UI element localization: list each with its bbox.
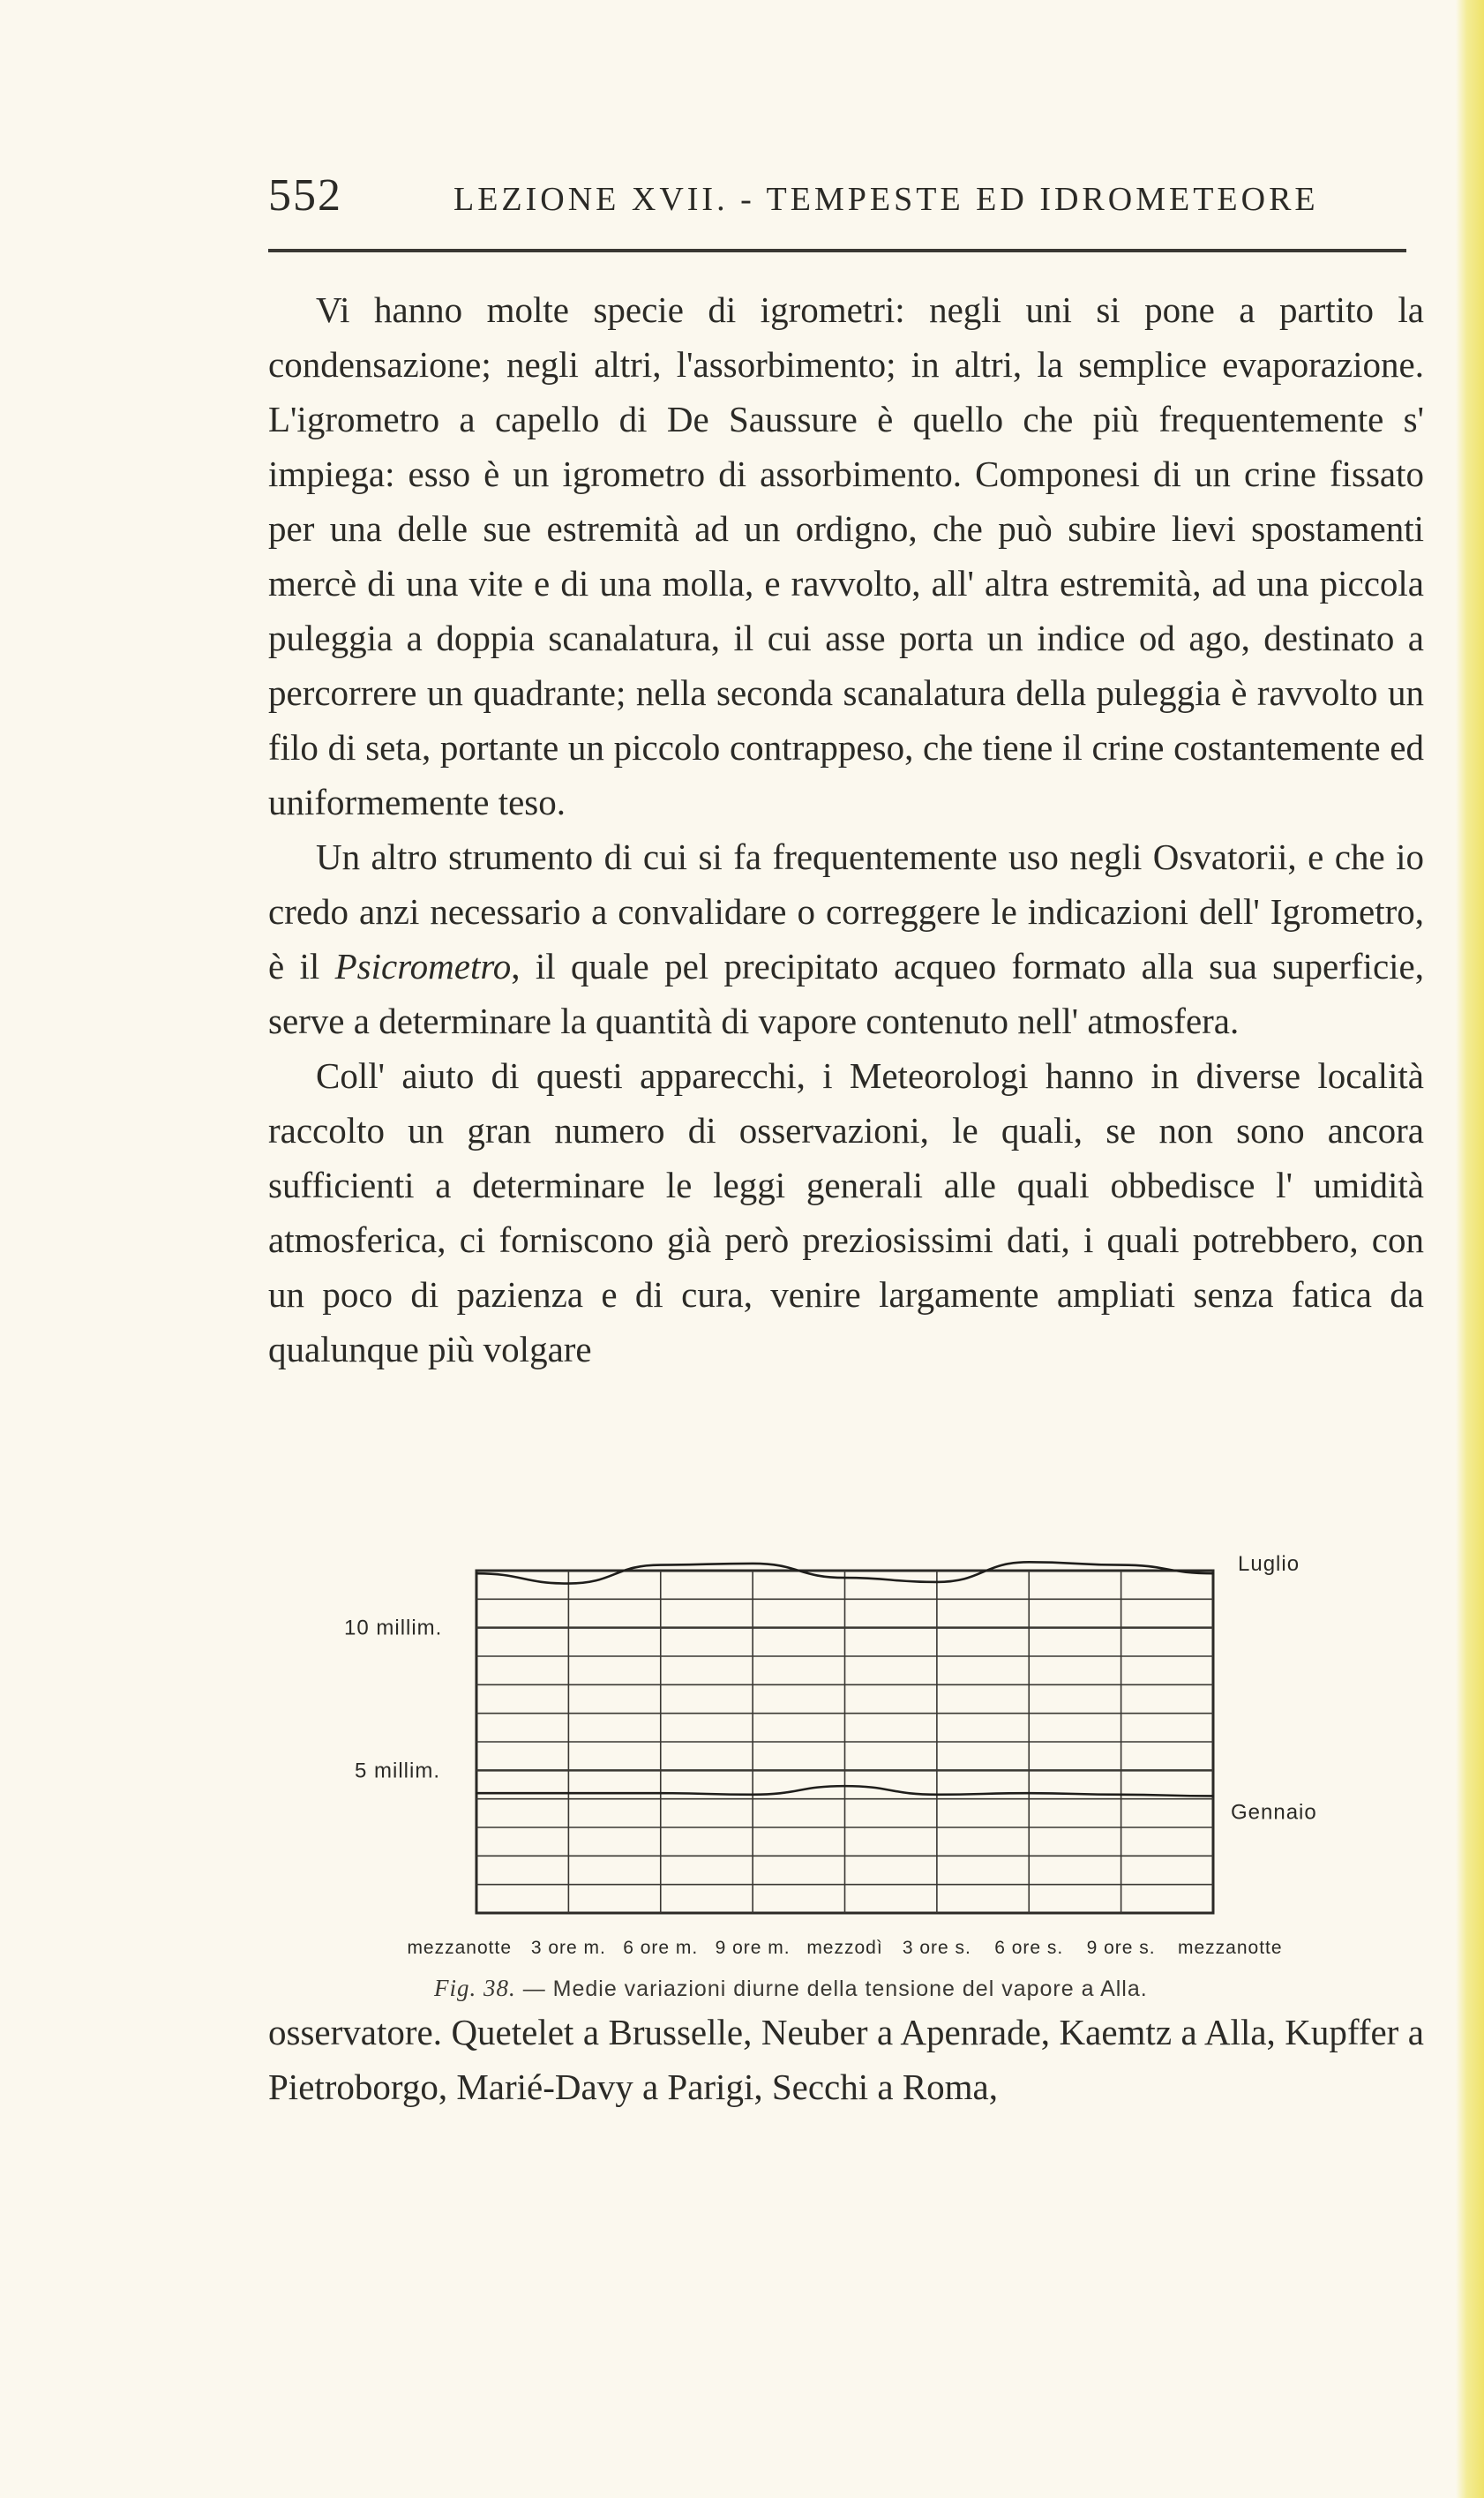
- header-rule: [268, 249, 1406, 252]
- psicrometro-term: Psicrometro: [334, 946, 512, 986]
- page-header: [268, 168, 1415, 229]
- page-edge-stain: [1456, 0, 1484, 2498]
- data-point: [752, 1794, 753, 1796]
- data-point: [1120, 1794, 1122, 1796]
- series-label-gennaio: Gennaio: [1231, 1800, 1317, 1825]
- paragraph-3: Coll' aiuto di questi apparecchi, i Meteorologi hanno in diverse località raccolto un gran numero di osservazioni, le quali, se non sono ancora sufficienti a determinare le leggi generali alle quali obbedisce l' umidità atmosferica, ci forniscono già però preziosissimi dati, i quali potrebbero, con un poco di pazienza e di cura, venire largamente ampliati senza fatica da qualunque più volgare: [268, 1055, 1424, 1369]
- x-tick-label: 6 ore m.: [623, 1938, 699, 1958]
- paragraph-2-end: , il quale pel precipitato acqueo formato alla sua superficie, serve a determinare la quantità di vapore contenuto nell' atmosfera.: [268, 946, 1424, 1041]
- x-tick-label: mezzanotte: [1178, 1938, 1283, 1958]
- data-point: [752, 1563, 753, 1564]
- data-point: [1120, 1564, 1122, 1566]
- data-point: [476, 1572, 477, 1574]
- data-point: [660, 1792, 662, 1794]
- data-point: [1028, 1792, 1030, 1794]
- x-tick-label: 9 ore s.: [1086, 1938, 1156, 1958]
- series-label-luglio: Luglio: [1238, 1552, 1300, 1576]
- data-point: [568, 1583, 570, 1585]
- caption-text: — Medie variazioni diurne della tensione del vapore a Alla.: [522, 1977, 1148, 2001]
- data-point: [936, 1581, 938, 1583]
- x-tick-label: mezzanotte: [407, 1938, 512, 1958]
- figure-number: Fig. 38.: [434, 1975, 516, 2001]
- continuation-text: [268, 2005, 1424, 2114]
- paragraph-2: [268, 829, 1424, 1048]
- x-tick-label: 9 ore m.: [715, 1938, 791, 1958]
- figure-caption: [434, 1975, 1316, 2002]
- data-point: [1212, 1796, 1214, 1797]
- data-point: [1028, 1562, 1030, 1564]
- paragraph-4: osservatore. Quetelet a Brusselle, Neuber a Apenrade, Kaemtz a Alla, Kupffer a Pietroborgo, Marié-Davy a Parigi, Secchi a Roma,: [268, 2012, 1424, 2107]
- figure-38: [335, 1535, 1341, 1977]
- data-point: [568, 1792, 570, 1794]
- x-tick-label: 3 ore m.: [530, 1938, 606, 1958]
- x-tick-label: 3 ore s.: [902, 1938, 971, 1958]
- x-tick-label: 6 ore s.: [994, 1938, 1064, 1958]
- y-label-5-millim: 5 millim.: [355, 1759, 440, 1783]
- y-label-10-millim: 10 millim.: [344, 1616, 443, 1640]
- page-number: 552: [268, 170, 342, 221]
- body-text: [268, 282, 1424, 1377]
- data-point: [660, 1564, 662, 1566]
- paragraph-1: Vi hanno molte specie di igrometri: negli uni si pone a partito la condensazione; negli altri, l'assorbimento; in altri, la semplice evaporazione. L'igrometro a capello di De Saussure è quello che più frequentemente s' impiega: esso è un igrometro di assorbimento. Componesi di un crine fissato per una delle sue estremità ad un ordigno, che può subire lievi spostamenti mercè di una vite e di una molla, e ravvolto, all' altra estremità, ad una piccola puleggia a doppia scanalatura, il cui asse porta un indice od ago, destinato a percorrere un quadrante; nella seconda scanalatura della puleggia è ravvolto un filo di seta, portante un piccolo contrappeso, che tiene il crine costantemente ed uniformemente teso.: [268, 289, 1424, 822]
- paragraph-2-start: Un altro strumento di cui si fa frequentemente uso negli Osvatorii, e che io credo anzi necessario a convalidare o correggere le indicazioni dell' Igrometro, è il: [268, 836, 1424, 986]
- data-point: [844, 1785, 846, 1787]
- data-point: [476, 1792, 477, 1794]
- running-title: LEZIONE XVII. - TEMPESTE ED IDROMETEORE: [453, 181, 1319, 218]
- vapour-tension-chart: [335, 1535, 1341, 1977]
- data-point: [844, 1577, 846, 1579]
- x-tick-label: mezzodì: [806, 1938, 883, 1958]
- data-point: [936, 1794, 938, 1796]
- data-point: [1212, 1572, 1214, 1574]
